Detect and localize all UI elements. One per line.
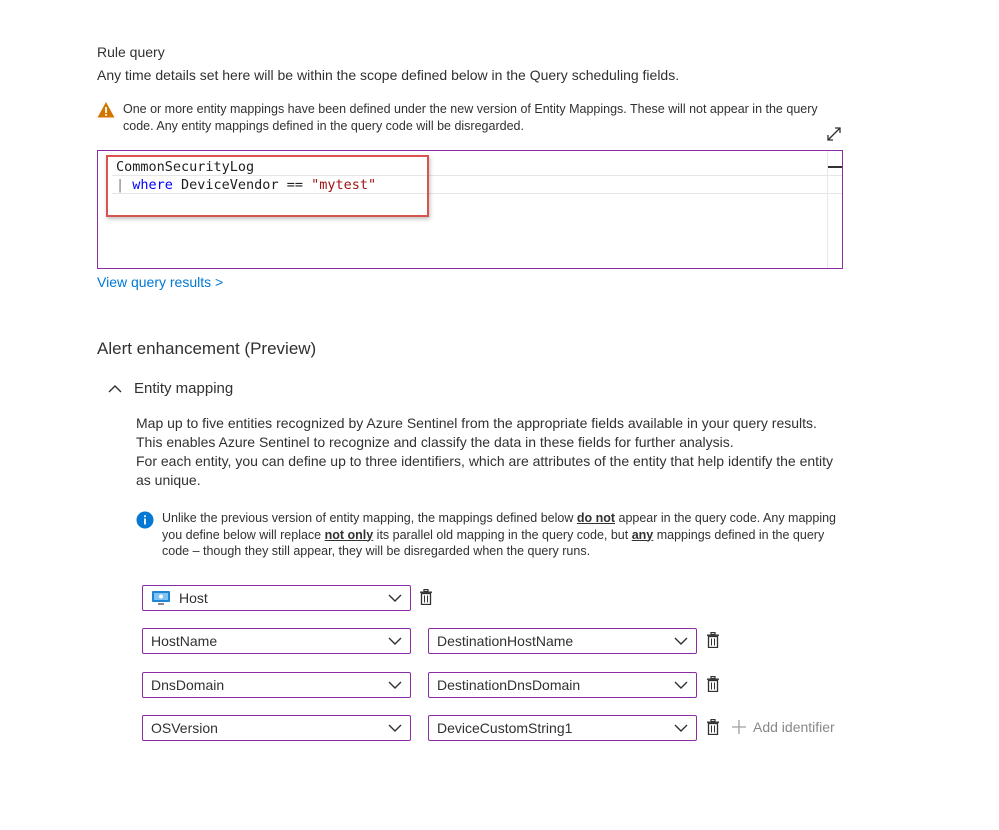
chevron-down-icon: [674, 635, 688, 647]
info-text-bold: not only: [324, 527, 374, 542]
chevron-down-icon: [388, 635, 402, 647]
info-text-bold: any: [631, 527, 654, 542]
entity-mapping-warning: [97, 101, 837, 135]
identifier-value: HostName: [151, 633, 218, 649]
column-value: DestinationDnsDomain: [437, 677, 581, 693]
rule-query-label: Rule query: [97, 44, 165, 60]
identifier-dropdown[interactable]: [142, 715, 411, 741]
warning-text: One or more entity mappings have been defined under the new version of Entity Mappings. These will not appear in the query code. Any entity mappings defined in the query code will be disregarded.: [123, 102, 818, 133]
description-line: For each entity, you can define up to three identifiers, which are attributes of the entity that help identify the entity as unique.: [136, 453, 834, 488]
code-expression: DeviceVendor ==: [172, 177, 312, 193]
column-dropdown[interactable]: [428, 628, 697, 654]
identifier-dropdown[interactable]: [142, 672, 411, 698]
chevron-down-icon: [388, 679, 402, 691]
delete-identifier-trash-icon[interactable]: [706, 719, 720, 735]
code-line-1: CommonSecurityLog: [116, 159, 255, 175]
code-pipe: |: [116, 177, 133, 193]
entity-mapping-header: Entity mapping: [134, 380, 234, 397]
entity-mapping-description: [136, 414, 836, 490]
column-value: DestinationHostName: [437, 633, 574, 649]
identifier-dropdown[interactable]: [142, 628, 411, 654]
entity-mapping-toggle[interactable]: [108, 380, 233, 397]
alert-enhancement-title: Alert enhancement (Preview): [97, 339, 317, 358]
editor-scrollbar-track: [827, 151, 828, 268]
code-keyword: where: [132, 177, 173, 193]
host-icon: [151, 590, 171, 606]
chevron-down-icon: [674, 679, 688, 691]
editor-scrollbar-thumb[interactable]: [828, 166, 842, 168]
info-text-part: its parallel old mapping in the query code, but: [373, 527, 632, 542]
info-text-part: appear in the query code. Any mapping you define below will replace: [162, 511, 836, 542]
info-icon: [136, 511, 154, 529]
add-identifier-label: Add identifier: [753, 719, 835, 735]
chevron-up-icon: [108, 382, 122, 396]
info-text-bold: do not: [576, 511, 616, 525]
entity-mapping-info: [136, 510, 836, 560]
info-text: [162, 510, 836, 560]
entity-type-dropdown[interactable]: [142, 585, 411, 611]
chevron-down-icon: [388, 722, 402, 734]
description-line: This enables Azure Sentinel to recognize and classify the data in these fields for further analysis.: [136, 434, 734, 450]
identifier-value: DnsDomain: [151, 677, 225, 693]
column-dropdown[interactable]: [428, 715, 697, 741]
delete-entity-trash-icon[interactable]: [419, 589, 433, 605]
warning-icon: [97, 101, 115, 119]
view-query-results-link[interactable]: View query results >: [97, 274, 224, 290]
chevron-down-icon: [388, 592, 402, 604]
chevron-down-icon: [674, 722, 688, 734]
rule-query-subtitle: Any time details set here will be within the scope defined below in the Query scheduling fields.: [97, 67, 680, 83]
plus-icon: [731, 719, 747, 735]
highlight-box: [106, 155, 429, 217]
expand-icon[interactable]: [826, 126, 842, 142]
query-editor[interactable]: [97, 150, 843, 269]
info-text-part: mappings defined in the query code – though they still appear, they will be disregarded when the query runs.: [162, 527, 825, 558]
add-identifier-button[interactable]: [731, 719, 835, 735]
info-text-part: Unlike the previous version of entity mapping, the mappings defined below: [162, 511, 577, 525]
code-string: "mytest": [311, 177, 377, 193]
column-value: DeviceCustomString1: [437, 720, 573, 736]
column-dropdown[interactable]: [428, 672, 697, 698]
entity-type-value: Host: [179, 590, 208, 606]
delete-identifier-trash-icon[interactable]: [706, 632, 720, 648]
identifier-value: OSVersion: [151, 720, 218, 736]
delete-identifier-trash-icon[interactable]: [706, 676, 720, 692]
description-line: Map up to five entities recognized by Azure Sentinel from the appropriate fields available in your query results.: [136, 415, 817, 431]
